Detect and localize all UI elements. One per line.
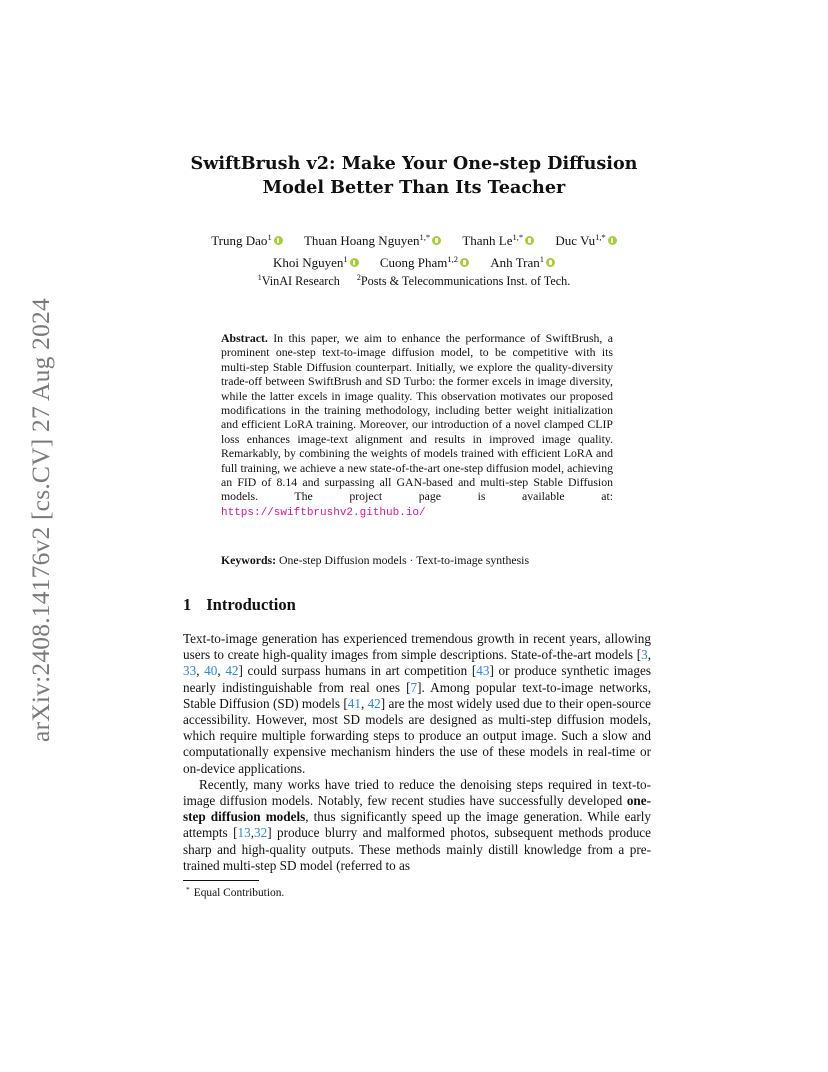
citation-link[interactable]: 42 (225, 663, 239, 679)
author-affiliation-mark: 1 (267, 232, 272, 242)
author-name: Trung Dao (211, 233, 268, 248)
author-list (0, 228, 828, 272)
footnote-mark: * (186, 885, 190, 894)
citation-separator: , (360, 695, 368, 711)
citation-separator: , (196, 663, 205, 679)
paragraph-text: ] or produce synthetic images nearly indistinguishable from real ones [ (183, 663, 651, 695)
paragraph-text: ] produce blurry and malformed photos, subsequent methods produce sharp and high-quality outputs. These methods mainly distill knowledge from a pre-trained multi-step SD model (referred to as (183, 825, 651, 873)
citation-separator: , (250, 825, 255, 841)
keywords-text: One-step Diffusion models · Text-to-image synthesis (279, 553, 530, 567)
paragraph-text: , thus significantly speed up the image generation. While early attempts [ (183, 809, 651, 841)
section-number: 1 (183, 595, 192, 614)
keywords (221, 553, 621, 568)
author-affiliation-mark: 1 (343, 254, 348, 264)
affiliation-name: VinAI Research (261, 274, 340, 288)
author-affiliation-mark: 1,2 (447, 254, 459, 264)
paper-title-line-1: SwiftBrush v2: Make Your One-step Diffusion (190, 153, 638, 174)
footnote-divider (183, 880, 259, 881)
author (555, 228, 616, 250)
abstract (221, 331, 613, 520)
footnote-text: Equal Contribution. (193, 887, 285, 899)
author-affiliation-mark: 1,* (419, 232, 431, 242)
orcid-icon[interactable] (350, 258, 359, 267)
affiliation (258, 274, 340, 288)
keywords-label: Keywords: (221, 553, 277, 567)
emphasized-term: one-step diffusion models (183, 793, 651, 825)
affiliation-mark: 2 (356, 273, 361, 282)
author-name: Anh Tran (490, 255, 540, 270)
paragraph-text: ]. Among popular text-to-image networks, Stable Diffusion (SD) models [ (183, 679, 651, 711)
author-name: Duc Vu (555, 233, 596, 248)
author-line-1 (0, 228, 828, 250)
orcid-icon[interactable] (546, 258, 555, 267)
abstract-text: In this paper, we aim to enhance the performance of SwiftBrush, a prominent one-step text-to-image diffusion model, to be competitive with its multi-step Stable Diffusion counterpart. Initially, we explore the quality-diversity trade-off between SwiftBrush and SD Turbo: the former excels in image diversity, while the latter excels in image quality. This observation motivates our proposed modifications in the training methodology, including better weight initialization and efficient LoRA training. Moreover, our introduction of a novel clamped CLIP loss enhances image-text alignment and results in improved image quality. Remarkably, by combining the weights of models trained with efficient LoRA and full training, we achieve a new state-of-the-art one-step diffusion model, achieving an FID of 8.14 and surpassing all GAN-based and multi-step Stable Diffusion models. The project page is available at: (221, 331, 613, 504)
orcid-icon[interactable] (460, 258, 469, 267)
citation-link[interactable]: 7 (410, 679, 418, 695)
paragraph-text: Recently, many works have tried to reduce the denoising steps required in text-to-image diffusion models. Notably, few recent studies have successfully developed (183, 776, 651, 809)
orcid-icon[interactable] (608, 236, 617, 245)
affiliation (357, 274, 570, 288)
citation-link[interactable]: 32 (254, 825, 268, 841)
project-page-link[interactable]: https://swiftbrushv2.github.io/ (221, 506, 426, 519)
orcid-icon[interactable] (432, 236, 441, 245)
citation-link[interactable]: 13 (237, 825, 251, 841)
paper-title-line-2: Model Better Than Its Teacher (262, 177, 566, 198)
paragraph-text: ] are the most widely used due to their open-source accessibility. However, most SD models are designed as multi-step diffusion models, which require multiple forwarding steps to produce an output image. Such a slow and computationally expensive mechanism hinders the use of these models in real-time or on-device applications. (183, 695, 652, 776)
arxiv-identifier-stamp: arXiv:2408.14176v2 [cs.CV] 27 Aug 2024 (26, 298, 55, 742)
introduction-body (183, 631, 651, 874)
author-name: Khoi Nguyen (272, 255, 344, 270)
author (462, 228, 534, 250)
affiliation-name: Posts & Telecommunications Inst. of Tech. (360, 274, 571, 288)
citation-separator: , (647, 647, 651, 663)
author (490, 250, 555, 272)
author-affiliation-mark: 1,* (512, 232, 524, 242)
section-heading-introduction (183, 595, 296, 615)
citation-separator: , (217, 663, 226, 679)
orcid-icon[interactable] (274, 236, 283, 245)
author-name: Thanh Le (462, 233, 513, 248)
citation-link[interactable]: 40 (204, 663, 218, 679)
affiliation-mark: 1 (257, 273, 262, 282)
intro-paragraph-1 (183, 631, 651, 777)
citation-link[interactable]: 3 (641, 647, 648, 663)
author-affiliation-mark: 1 (539, 254, 545, 264)
author-name: Thuan Hoang Nguyen (303, 233, 420, 248)
author (273, 250, 359, 272)
author (304, 228, 441, 250)
affiliation-list (0, 273, 828, 289)
abstract-label: Abstract. (221, 331, 268, 345)
orcid-icon[interactable] (525, 236, 534, 245)
paragraph-text: ] could surpass humans in art competition [ (238, 663, 477, 679)
intro-paragraph-2 (183, 777, 651, 874)
paragraph-text: Text-to-image generation has experienced tremendous growth in recent years, allowing users to create high-quality images from simple descriptions. State-of-the-art models [ (183, 631, 651, 663)
author-name: Cuong Pham (379, 255, 448, 270)
author-affiliation-mark: 1,* (595, 232, 606, 242)
author (211, 228, 282, 250)
footnote (186, 885, 284, 899)
citation-link[interactable]: 42 (367, 695, 381, 711)
citation-link[interactable]: 41 (347, 695, 361, 711)
author (380, 250, 469, 272)
author-line-2 (0, 250, 828, 272)
citation-link[interactable]: 33 (183, 663, 197, 679)
section-title: Introduction (206, 595, 296, 614)
citation-link[interactable]: 43 (476, 663, 490, 679)
paper-title (0, 152, 828, 200)
